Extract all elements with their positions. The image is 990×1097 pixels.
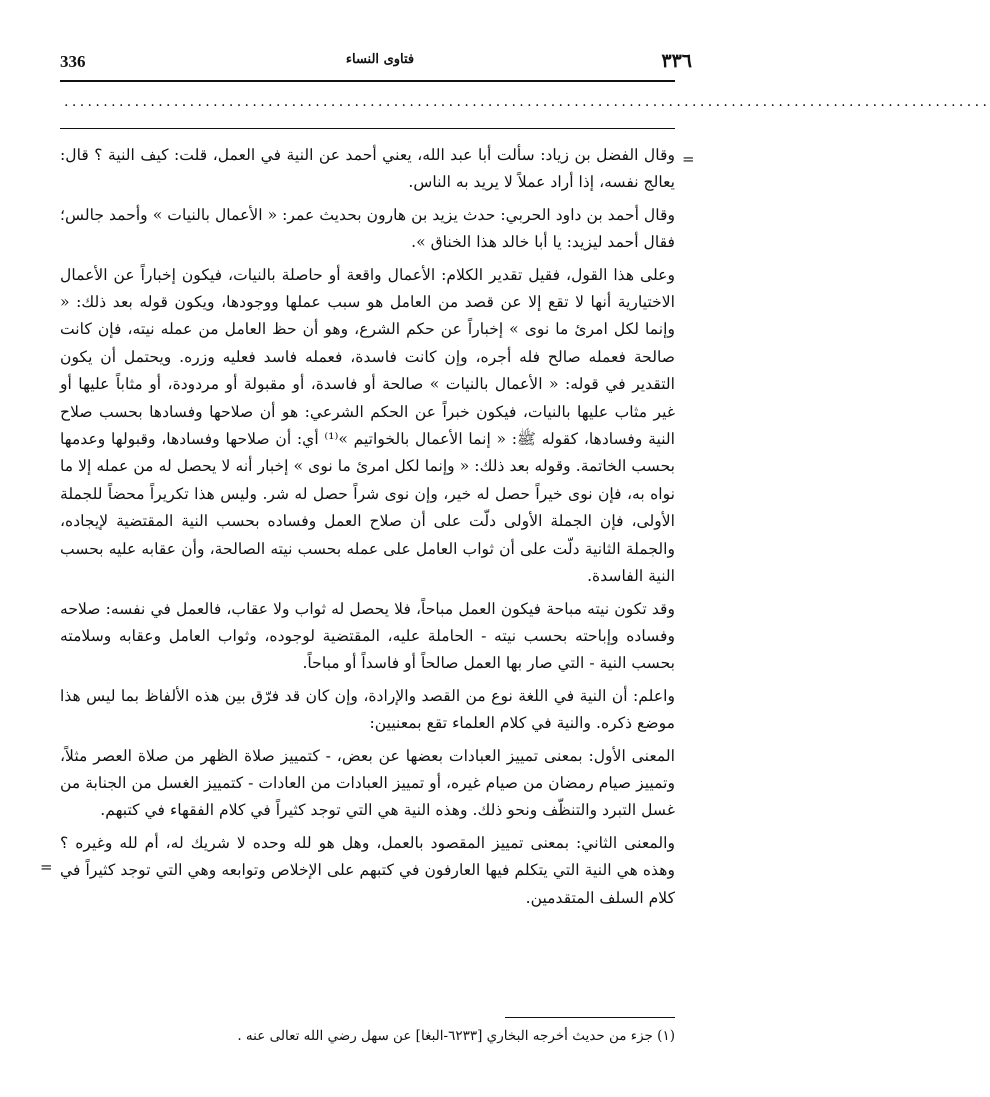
body-text (60, 142, 675, 917)
footnote: (١) جزء من حديث أخرجه البخاري [٦٢٣٣-البغا] عن سهل رضي الله تعالى عنه . (237, 1028, 675, 1044)
page-number-arabic: ٣٣٦ (661, 50, 692, 72)
top-rule (60, 128, 675, 129)
paragraph: والمعنى الثاني: بمعنى تمييز المقصود بالعمل، وهل هو لله وحده لا شريك له، أم لله وغيره ؟ وهذه هي النية التي يتكلم فيها العارفون في كتبهم على الإخلاص وتوابعه وهي التي توجد كثيراً في كلام السلف المتقدمين. (60, 833, 675, 907)
paragraph: وقال الفضل بن زياد: سألت أبا عبد الله، يعني أحمد عن النية في العمل، قلت: كيف النية ؟ قال: يعالج نفسه، إذا أراد عملاً لا يريد به الناس. (60, 146, 675, 192)
page-number-latin: 336 (60, 52, 86, 71)
dotted-separator: ...................................................................................................................... (64, 94, 990, 110)
paragraph: المعنى الأول: بمعنى تمييز العبادات بعضها عن بعض، - كتمييز صلاة الظهر من صلاة العصر مثلاً، وتمييز صيام رمضان من صيام غيره، أو تمييز العبادات من العادات - كتمييز الغسل من الجنابة من غسل التبرد والتنظّف ونحو ذلك. وهذه النية هي التي توجد كثيراً في كلام الفقهاء في كتبهم. (60, 746, 675, 820)
margin-mark-top: = (682, 150, 695, 168)
header-rule (60, 80, 675, 82)
footnote-rule (505, 1017, 675, 1018)
margin-mark-bottom: = (40, 858, 53, 876)
paragraph: وقد تكون نيته مباحة فيكون العمل مباحاً، فلا يحصل له ثواب ولا عقاب، فالعمل في نفسه: صلاحه وفساده وإباحته بحسب نيته - الحاملة عليه، المقتضية لوجوده، وثواب العامل وعقابه وسلامته بحسب النية - التي صار بها العمل صالحاً أو فاسداً أو مباحاً. (60, 599, 675, 673)
paragraph: وعلى هذا القول، فقيل تقدير الكلام: الأعمال واقعة أو حاصلة بالنيات، فيكون إخباراً عن الأعمال الاختيارية أنها لا تقع إلا عن قصد من العامل هو سبب عملها ووجودها، ويكون قوله بعد ذلك: « وإنما لكل امرئ ما نوى » إخباراً عن حكم الشرع، وهو أن حظ العامل من عمله نيته، فإن كانت صالحة فعمله صالح فله أجره، وإن كانت فاسدة، فعمله فاسد فعليه وزره. ويحتمل أن يكون التقدير في قوله: « الأعمال بالنيات » صالحة أو فاسدة، أو مقبولة أو مردودة، أو مثاباً عليها أو غير مثاب عليها بالنيات، فيكون خبراً عن الحكم الشرعي: هو أن صلاحها وفسادها بحسب صلاح النية وفسادها، كقوله ﷺ: « إنما الأعمال بالخواتيم »⁽¹⁾ أي: أن صلاحها وفسادها، وقبولها وعدمها بحسب الخاتمة. وقوله بعد ذلك: « وإنما لكل امرئ ما نوى » إخبار أنه لا يحصل له من عمله إلا ما نواه به، فإن نوى خيراً حصل له خير، وإن نوى شراً حصل له شر. وليس هذا تكريراً محضاً للجملة الأولى، فإن الجملة الأولى دلّت على أن صلاح العمل وفساده بحسب النية المقتضية لإيجاده، والجملة الثانية دلّت على أن ثواب العامل على عمله بحسب نيته الصالحة، وأن عقابه عليه بحسب النية الفاسدة. (60, 265, 675, 586)
running-title: فتاوى النساء (345, 52, 415, 67)
paragraph: وقال أحمد بن داود الحربي: حدث يزيد بن هارون بحديث عمر: « الأعمال بالنيات » وأحمد جالس؛ فقال أحمد ليزيد: يا أبا خالد هذا الخناق ». (60, 205, 675, 252)
paragraph: واعلم: أن النية في اللغة نوع من القصد والإرادة، وإن كان قد فرّق بين هذه الألفاظ بما ليس هذا موضع ذكره. والنية في كلام العلماء تقع بمعنيين: (60, 686, 675, 733)
